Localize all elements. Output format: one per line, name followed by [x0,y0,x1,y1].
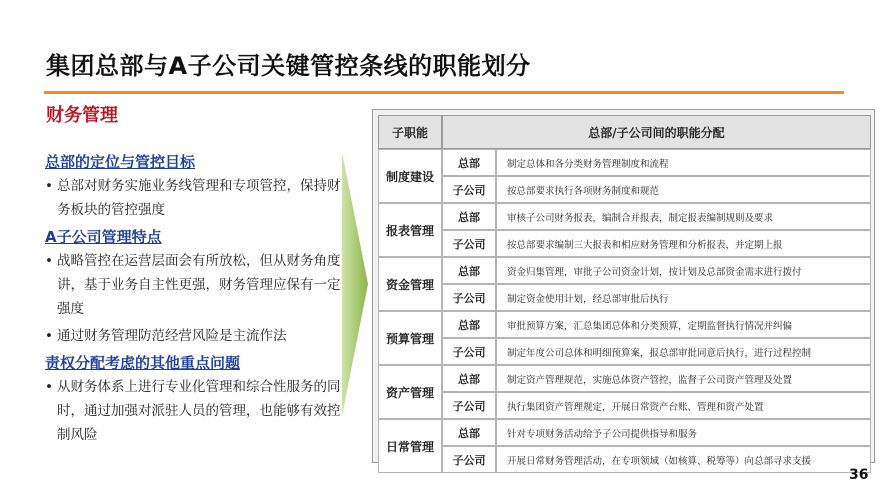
function-category: 日常管理 [378,419,442,473]
table-row [378,149,871,176]
left-text-panel [45,148,345,450]
page-number: 36 [849,467,869,483]
table-row [378,338,871,365]
role-subsidiary: 子公司 [442,338,496,365]
function-category: 资产管理 [378,365,442,419]
heading-other-issues: 责权分配考虑的其他重点问题 [45,354,241,372]
title-divider [44,91,844,94]
heading-hq-positioning: 总部的定位与管控目标 [45,153,196,171]
table-row [378,230,871,257]
bullet-subsidiary-1: • 战略管控在运营层面会有所放松，但从财务角度讲，基于业务自主性更强，财务管理应保有一定强度 [45,249,345,321]
role-hq: 总部 [442,257,496,284]
table-row [378,203,871,230]
bullet-hq-positioning: • 总部对财务实施业务线管理和专项管控，保持财务板块的管控强度 [45,174,345,222]
subsidiary-responsibility: 按总部要求执行各项财务制度和规范 [496,176,871,203]
table-row [378,257,871,284]
role-hq: 总部 [442,149,496,176]
heading-subsidiary-features: A子公司管理特点 [45,228,162,246]
function-category: 制度建设 [378,149,442,203]
function-table-panel [372,109,875,467]
hq-responsibility: 制定资产管理规范，实施总体资产管控，监督子公司资产管理及处置 [496,365,871,392]
right-arrow-icon [340,152,372,416]
bullet-other-issues: • 从财务体系上进行专业化管理和综合性服务的同时，通过加强对派驻人员的管理，也能够有效控制风险 [45,375,345,447]
role-subsidiary: 子公司 [442,392,496,419]
role-hq: 总部 [442,365,496,392]
subsidiary-responsibility: 执行集团资产管理规定，开展日常资产台账、管理和资产处置 [496,392,871,419]
subsidiary-responsibility: 开展日常财务管理活动，在专项领域（如核算、税筹等）向总部寻求支援 [496,446,871,473]
page-title: 集团总部与A子公司关键管控条线的职能划分 [46,52,531,80]
hq-responsibility: 审核子公司财务报表，编制合并报表，制定报表编制规则及要求 [496,203,871,230]
hq-responsibility: 针对专项财务活动给予子公司提供指导和服务 [496,419,871,446]
function-category: 资金管理 [378,257,442,311]
table-row [378,176,871,203]
table-row [378,392,871,419]
function-category: 预算管理 [378,311,442,365]
function-category: 报表管理 [378,203,442,257]
table-row [378,311,871,338]
subsidiary-responsibility: 制定年度公司总体和明细预算案，报总部审批同意后执行，进行过程控制 [496,338,871,365]
role-hq: 总部 [442,203,496,230]
role-subsidiary: 子公司 [442,230,496,257]
bullet-subsidiary-2: • 通过财务管理防范经营风险是主流作法 [45,324,345,348]
role-subsidiary: 子公司 [442,176,496,203]
section-title: 财务管理 [46,105,118,126]
column-header-allocation: 总部/子公司间的职能分配 [442,115,871,149]
role-hq: 总部 [442,311,496,338]
table-row [378,365,871,392]
table-row [378,446,871,473]
hq-responsibility: 审批预算方案，汇总集团总体和分类预算，定期监督执行情况并纠偏 [496,311,871,338]
subsidiary-responsibility: 制定资金使用计划，经总部审批后执行 [496,284,871,311]
table-row [378,419,871,446]
subsidiary-responsibility: 按总部要求编制三大报表和相应财务管理和分析报表，并定期上报 [496,230,871,257]
role-subsidiary: 子公司 [442,446,496,473]
hq-responsibility: 资金归集管理，审批子公司资金计划，按计划及总部资金需求进行拨付 [496,257,871,284]
hq-responsibility: 制定总体和各分类财务管理制度和流程 [496,149,871,176]
role-hq: 总部 [442,419,496,446]
function-table [378,115,871,473]
role-subsidiary: 子公司 [442,284,496,311]
column-header-function: 子职能 [378,115,442,149]
table-row [378,284,871,311]
